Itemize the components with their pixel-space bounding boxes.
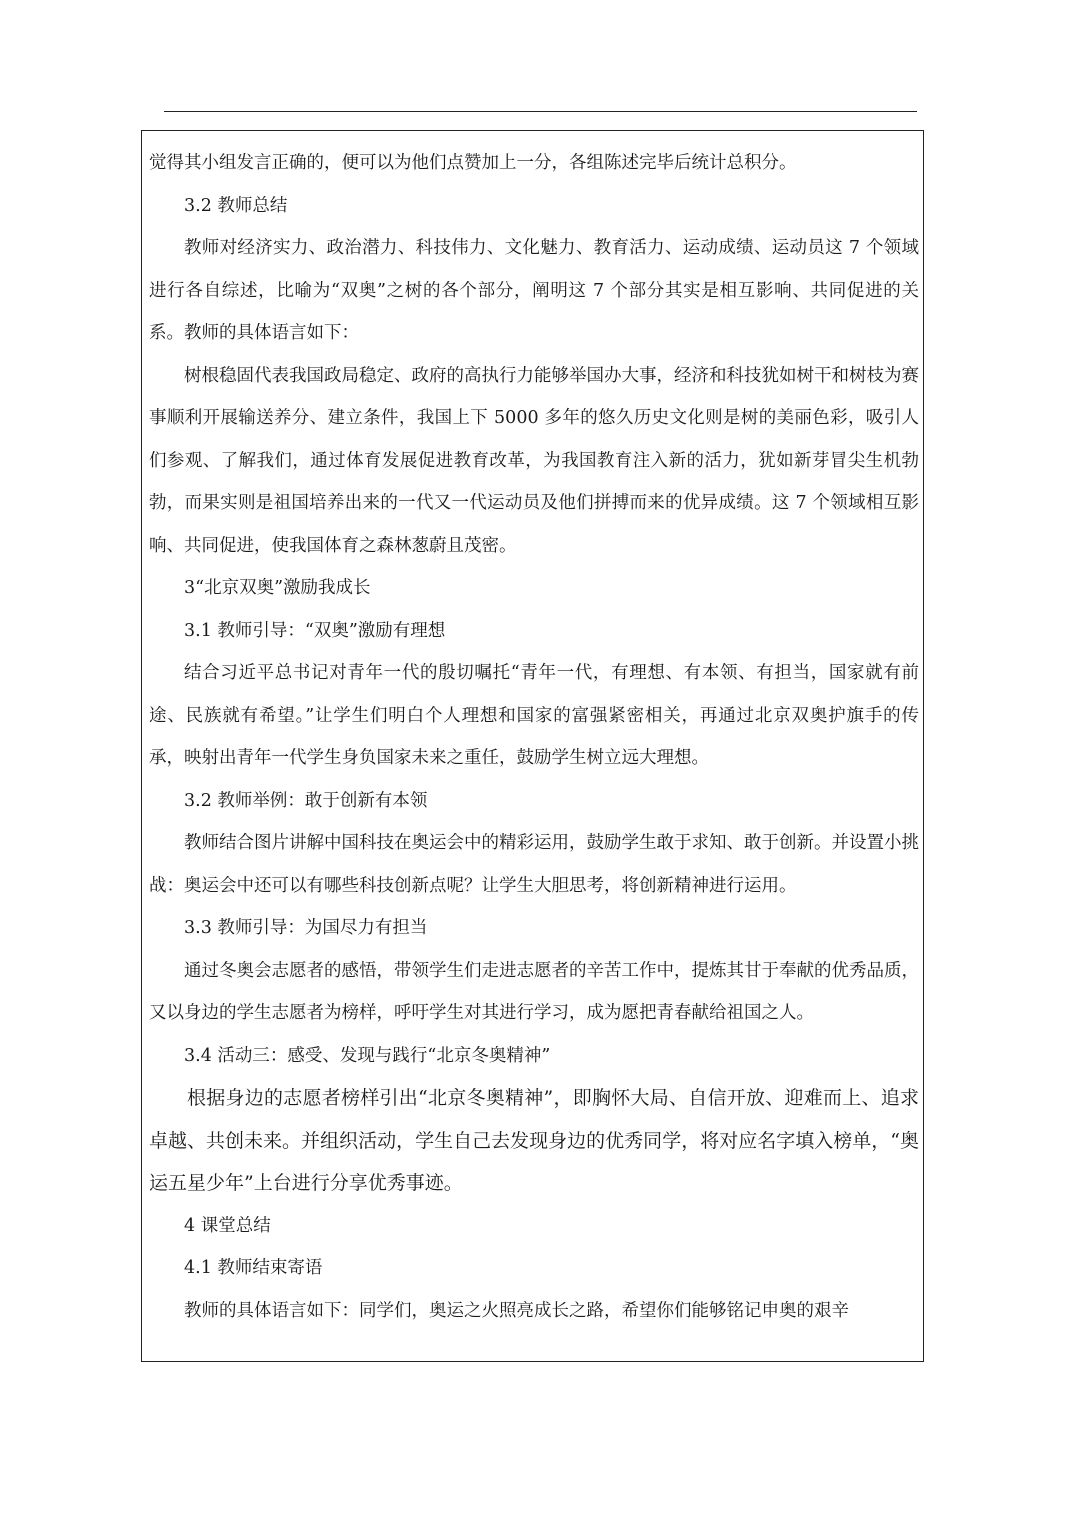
table-cell xyxy=(141,130,924,1362)
section-heading: 3.2 教师举例：敢于创新有本领 xyxy=(184,790,428,811)
header-rule xyxy=(164,111,917,112)
section-heading: 4.1 教师结束寄语 xyxy=(184,1258,323,1278)
paragraph: 根据身边的志愿者榜样引出“北京冬奥精神”，即胸怀大局、自信开放、迎难而上、追求卓越、共创未来。并组织活动，学生自己去发现身边的优秀同学，将对应名字填入榜单，“奥运五星少年”上台进行分享优秀事迹。 xyxy=(149,1087,919,1194)
paragraph: 结合习近平总书记对青年一代的殷切嘱托“青年一代，有理想、有本领、有担当，国家就有前途、民族就有希望。”让学生们明白个人理想和国家的富强紧密相关，再通过北京双奥护旗手的传承，映射出青年一代学生身负国家未来之重任，鼓励学生树立远大理想。 xyxy=(149,663,919,768)
section-heading: 3.3 教师引导：为国尽力有担当 xyxy=(184,918,428,938)
section-heading: 3.1 教师引导：“双奥”激励有理想 xyxy=(184,620,446,641)
paragraph: 通过冬奥会志愿者的感悟，带领学生们走进志愿者的辛苦工作中，提炼其甘于奉献的优秀品质，又以身边的学生志愿者为榜样，呼吁学生对其进行学习，成为愿把青春献给祖国之人。 xyxy=(149,960,919,1023)
paragraph: 觉得其小组发言正确的，便可以为他们点赞加上一分，各组陈述完毕后统计总积分。 xyxy=(149,153,797,173)
document-body xyxy=(149,142,919,1332)
section-heading: 3.4 活动三：感受、发现与践行“北京冬奥精神” xyxy=(184,1045,551,1066)
section-heading: 3“北京双奥”激励我成长 xyxy=(184,578,371,598)
paragraph: 树根稳固代表我国政局稳定、政府的高执行力能够举国办大事，经济和科技犹如树干和树枝为赛事顺利开展输送养分、建立条件，我国上下 5000 多年的悠久历史文化则是树的美丽色彩，吸引人们参观、了解我们，通过体育发展促进教育改革，为我国教育注入新的活力，犹如新芽冒尖生机勃勃，而果实则是祖国培养出来的一代又一代运动员及他们拼搏而来的优异成绩。这 7 个领域相互影响、共同促进，使我国体育之森林葱蔚且茂密。 xyxy=(149,365,919,556)
section-heading: 4 课堂总结 xyxy=(184,1215,271,1236)
section-heading: 3.2 教师总结 xyxy=(184,195,288,216)
paragraph: 教师的具体语言如下：同学们，奥运之火照亮成长之路，希望你们能够铭记申奥的艰辛 xyxy=(184,1300,849,1321)
paragraph: 教师对经济实力、政治潜力、科技伟力、文化魅力、教育活力、运动成绩、运动员这 7 个领域进行各自综述，比喻为“双奥”之树的各个部分，阐明这 7 个部分其实是相互影响、共同促进的关系。教师的具体语言如下： xyxy=(149,238,919,343)
paragraph: 教师结合图片讲解中国科技在奥运会中的精彩运用，鼓励学生敢于求知、敢于创新。并设置小挑战：奥运会中还可以有哪些科技创新点呢？让学生大胆思考，将创新精神进行运用。 xyxy=(149,833,919,896)
